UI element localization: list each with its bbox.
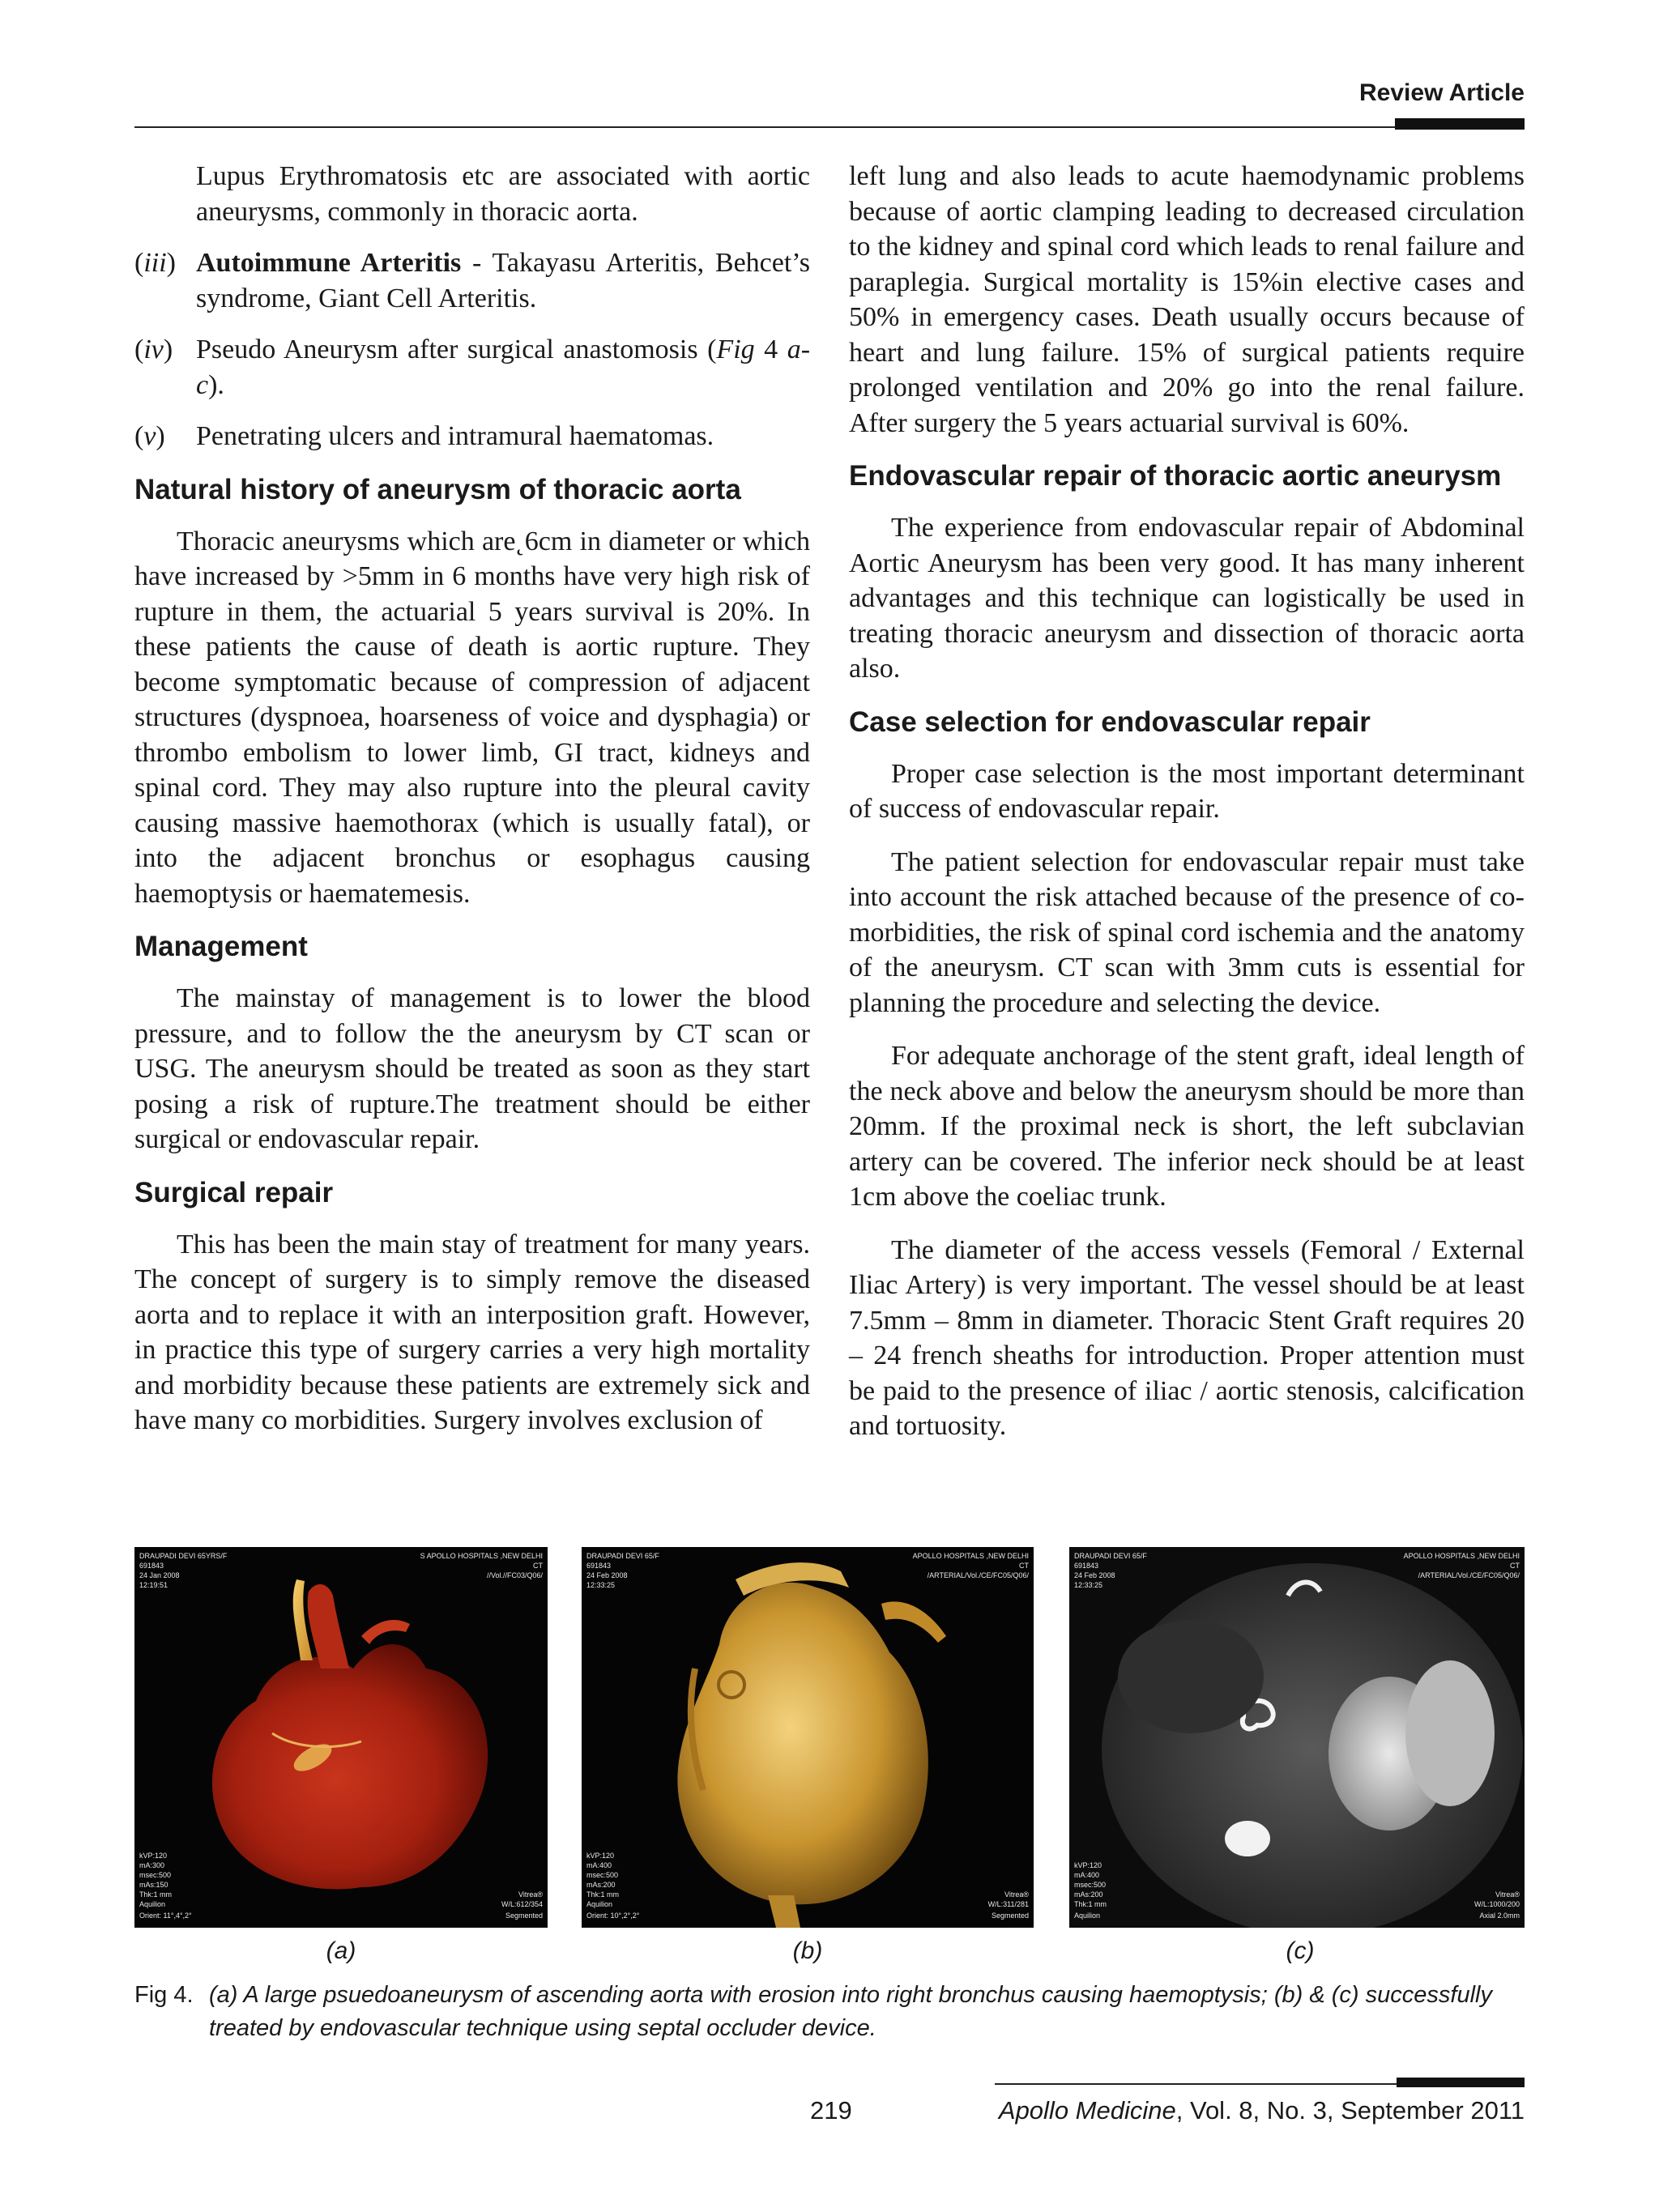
svg-text:msec:500: msec:500	[586, 1871, 619, 1879]
section-heading-surgical-repair: Surgical repair	[134, 1176, 334, 1208]
paragraph: The diameter of the access vessels (Femoral / External Iliac Artery) is very important. The vessel should be at least 7.5mm – 8mm in diameter. Thoracic Stent Graft requires 20 – 24 french sheaths for introduction. Proper attention must be paid to the presence of iliac / aortic stenosis, calcification and tortuosity.	[849, 1234, 1525, 1441]
svg-text:691843: 691843	[1074, 1562, 1099, 1570]
svg-text:mAs:200: mAs:200	[1074, 1890, 1103, 1899]
svg-text:W/L:1000/200: W/L:1000/200	[1473, 1900, 1520, 1908]
figure-caption-prefix: Fig 4.	[134, 1982, 194, 2008]
svg-text:Orient: 11°,4°,2°: Orient: 11°,4°,2°	[139, 1912, 192, 1920]
section-heading-management: Management	[134, 931, 308, 962]
svg-text:Axial 2.0mm: Axial 2.0mm	[1479, 1912, 1520, 1920]
list-number: (iii)	[134, 248, 176, 278]
svg-text:Aquilion: Aquilion	[139, 1900, 166, 1908]
paragraph: Proper case selection is the most important determinant of success of endovascular repair.	[849, 758, 1525, 824]
footer-bar	[1397, 2078, 1525, 2087]
paragraph: This has been the main stay of treatment for many years. The concept of surgery is to simply remove the diseased aorta and to replace it with an interposition graft. However, in practice this type of surgery carries a very high mortality and morbidity because these patients are extremely sick and have many co morbidities. Surgery involves exclusion of	[134, 1229, 810, 1435]
svg-text:DRAUPADI DEVI 65/F: DRAUPADI DEVI 65/F	[586, 1552, 659, 1560]
svg-text://Vol.//FC03/Q06/: //Vol.//FC03/Q06/	[486, 1571, 543, 1579]
svg-text:/ARTERIAL/Vol./CE/FC05/Q06/: /ARTERIAL/Vol./CE/FC05/Q06/	[927, 1571, 1029, 1579]
figure-caption	[134, 1979, 1528, 2045]
list-item-bold: Autoimmune Arteritis	[196, 248, 462, 278]
paragraph: Thoracic aneurysms which are˛6cm in diameter or which have increased by >5mm in 6 months have very high risk of rupture in them, the actuarial 5 years survival is 20%. In these patients the cause of death is aortic rupture. They become symptomatic because of compression of adjacent structures (dyspnoea, hoarseness of voice and dysphagia) or thrombo embolism to lower limb, GI tract, kidneys and spinal cord. They may also rupture into the pleural cavity causing massive haemothorax (which is usually fatal), or into the adjacent bronchus or esophagus causing haemoptysis or haematemesis.	[134, 526, 810, 909]
svg-text:mAs:200: mAs:200	[586, 1881, 616, 1889]
svg-text:Segmented: Segmented	[991, 1912, 1029, 1920]
svg-text:msec:500: msec:500	[139, 1871, 172, 1879]
svg-text:Aquilion: Aquilion	[586, 1900, 613, 1908]
svg-text:24 Jan 2008: 24 Jan 2008	[139, 1571, 180, 1579]
list-continuation: Lupus Erythromatosis etc are associated with aortic aneurysms, commonly in thoracic aorta.	[196, 161, 810, 227]
list-item-iv: (iv) Pseudo Aneurysm after surgical anastomosis (Fig 4 a-c).	[134, 332, 810, 403]
header-rule	[134, 126, 1525, 128]
svg-text:msec:500: msec:500	[1074, 1881, 1107, 1889]
svg-text:S APOLLO HOSPITALS ,NEW DELHI: S APOLLO HOSPITALS ,NEW DELHI	[420, 1552, 543, 1560]
header-bar	[1395, 118, 1525, 130]
svg-text:mA:400: mA:400	[1074, 1871, 1100, 1879]
svg-text:W/L:612/354: W/L:612/354	[501, 1900, 543, 1908]
svg-text:/ARTERIAL/Vol./CE/FC05/Q06/: /ARTERIAL/Vol./CE/FC05/Q06/	[1418, 1571, 1520, 1579]
svg-text:Vitrea®: Vitrea®	[1004, 1890, 1029, 1899]
paragraph: left lung and also leads to acute haemodynamic problems because of aortic clamping leading to decreased circulation to the kidney and spinal cord which leads to renal failure and paraplegia. Surgical mortality is 15%in elective cases and 50% in emergency cases. Death usually occurs because of heart and lung failure. 15% of surgical patients require prolonged ventilation and 20% go into the renal failure. After surgery the 5 years actuarial survival is 60%.	[849, 161, 1525, 438]
svg-text:mAs:150: mAs:150	[139, 1881, 168, 1889]
paragraph: The patient selection for endovascular repair must take into account the risk attached because of the presence of co-morbidities, the risk of spinal cord ischemia and the anatomy of the aneurysm. CT scan with 3mm cuts is essential for planning the procedure and selecting the device.	[849, 846, 1525, 1018]
svg-text:kVP:120: kVP:120	[139, 1852, 168, 1860]
svg-text:Orient: 10°,2°,2°: Orient: 10°,2°,2°	[586, 1912, 640, 1920]
journal-citation: Apollo Medicine, Vol. 8, No. 3, September 2011	[998, 2096, 1525, 2125]
svg-text:Vitrea®: Vitrea®	[1495, 1890, 1520, 1899]
svg-text:691843: 691843	[139, 1562, 164, 1570]
svg-text:kVP:120: kVP:120	[586, 1852, 615, 1860]
figure-b-image	[582, 1547, 1034, 1928]
svg-text:W/L:311/281: W/L:311/281	[987, 1900, 1029, 1908]
svg-text:Thk:1 mm: Thk:1 mm	[139, 1890, 173, 1899]
journal-name: Apollo Medicine	[998, 2096, 1176, 2125]
svg-text:Thk:1 mm: Thk:1 mm	[1074, 1900, 1107, 1908]
left-column	[134, 159, 810, 1456]
svg-text:12:19:51: 12:19:51	[139, 1581, 168, 1589]
section-heading-case-selection: Case selection for endovascular repair	[849, 705, 1371, 738]
figure-label-b: (b)	[792, 1937, 823, 1964]
svg-text:24 Feb 2008: 24 Feb 2008	[1074, 1571, 1115, 1579]
svg-text:24 Feb 2008: 24 Feb 2008	[586, 1571, 628, 1579]
section-heading-natural-history: Natural history of aneurysm of thoracic aorta	[134, 473, 741, 505]
svg-text:691843: 691843	[586, 1562, 612, 1570]
svg-text:Segmented: Segmented	[505, 1912, 543, 1920]
figure-reference: Fig	[716, 335, 755, 364]
svg-text:Vitrea®: Vitrea®	[518, 1890, 543, 1899]
figure-caption-text: (a) A large psuedoaneurysm of ascending aorta with erosion into right bronchus causing haemoptysis; (b) & (c) successfully treated by endovascular technique using septal occluder device.	[209, 1982, 1492, 2041]
svg-text:APOLLO HOSPITALS ,NEW DELHI: APOLLO HOSPITALS ,NEW DELHI	[1403, 1552, 1520, 1560]
article-type-label: Review Article	[1359, 79, 1525, 106]
svg-text:APOLLO HOSPITALS ,NEW DELHI: APOLLO HOSPITALS ,NEW DELHI	[912, 1552, 1029, 1560]
svg-text:12:33:25: 12:33:25	[1074, 1581, 1103, 1589]
svg-text:mA:300: mA:300	[139, 1861, 165, 1869]
list-item-iii: (iii) Autoimmune Arteritis - Takayasu Arteritis, Behcet’s syndrome, Giant Cell Arteritis.	[134, 245, 810, 316]
paragraph: For adequate anchorage of the stent graft, ideal length of the neck above and below the aneurysm should be more than 20mm. If the proximal neck is short, the left subclavian artery can be covered. The inferior neck should be at least 1cm above the coeliac trunk.	[849, 1041, 1525, 1212]
svg-text:Thk:1 mm: Thk:1 mm	[586, 1890, 620, 1899]
svg-text:Aquilion: Aquilion	[1074, 1912, 1101, 1920]
svg-text:DRAUPADI DEVI 65/F: DRAUPADI DEVI 65/F	[1074, 1552, 1147, 1560]
list-number: (v)	[134, 421, 165, 451]
list-number: (iv)	[134, 335, 173, 364]
figure-a-image	[134, 1547, 548, 1928]
svg-text:mA:400: mA:400	[586, 1861, 612, 1869]
page-number: 219	[810, 2096, 852, 2125]
svg-text:CT: CT	[533, 1562, 543, 1570]
svg-text:CT: CT	[1019, 1562, 1029, 1570]
right-column	[849, 159, 1525, 1462]
figure-panel-group	[134, 1547, 1525, 1928]
svg-text:kVP:120: kVP:120	[1074, 1861, 1102, 1869]
svg-text:CT: CT	[1510, 1562, 1520, 1570]
paragraph: The mainstay of management is to lower the blood pressure, and to follow the the aneurysm by CT scan or USG. The aneurysm should be treated as soon as they start posing a risk of rupture.The treatment should be either surgical or endovascular repair.	[134, 983, 810, 1154]
section-heading-endovascular: Endovascular repair of thoracic aortic aneurysm	[849, 460, 1502, 492]
list-item-v: (v) Penetrating ulcers and intramural haematomas.	[134, 419, 810, 454]
overlay-text: DRAUPADI DEVI 65YRS/F	[139, 1552, 228, 1560]
figure-label-a: (a)	[326, 1937, 356, 1964]
paragraph: The experience from endovascular repair of Abdominal Aortic Aneurysm has been very good. It has many inherent advantages and this technique can logistically be used in treating thoracic aneurysm and dissection of thoracic aorta also.	[849, 513, 1525, 684]
svg-text:12:33:25: 12:33:25	[586, 1581, 616, 1589]
figure-label-c: (c)	[1286, 1937, 1315, 1964]
figure-c-image	[1069, 1547, 1525, 1928]
